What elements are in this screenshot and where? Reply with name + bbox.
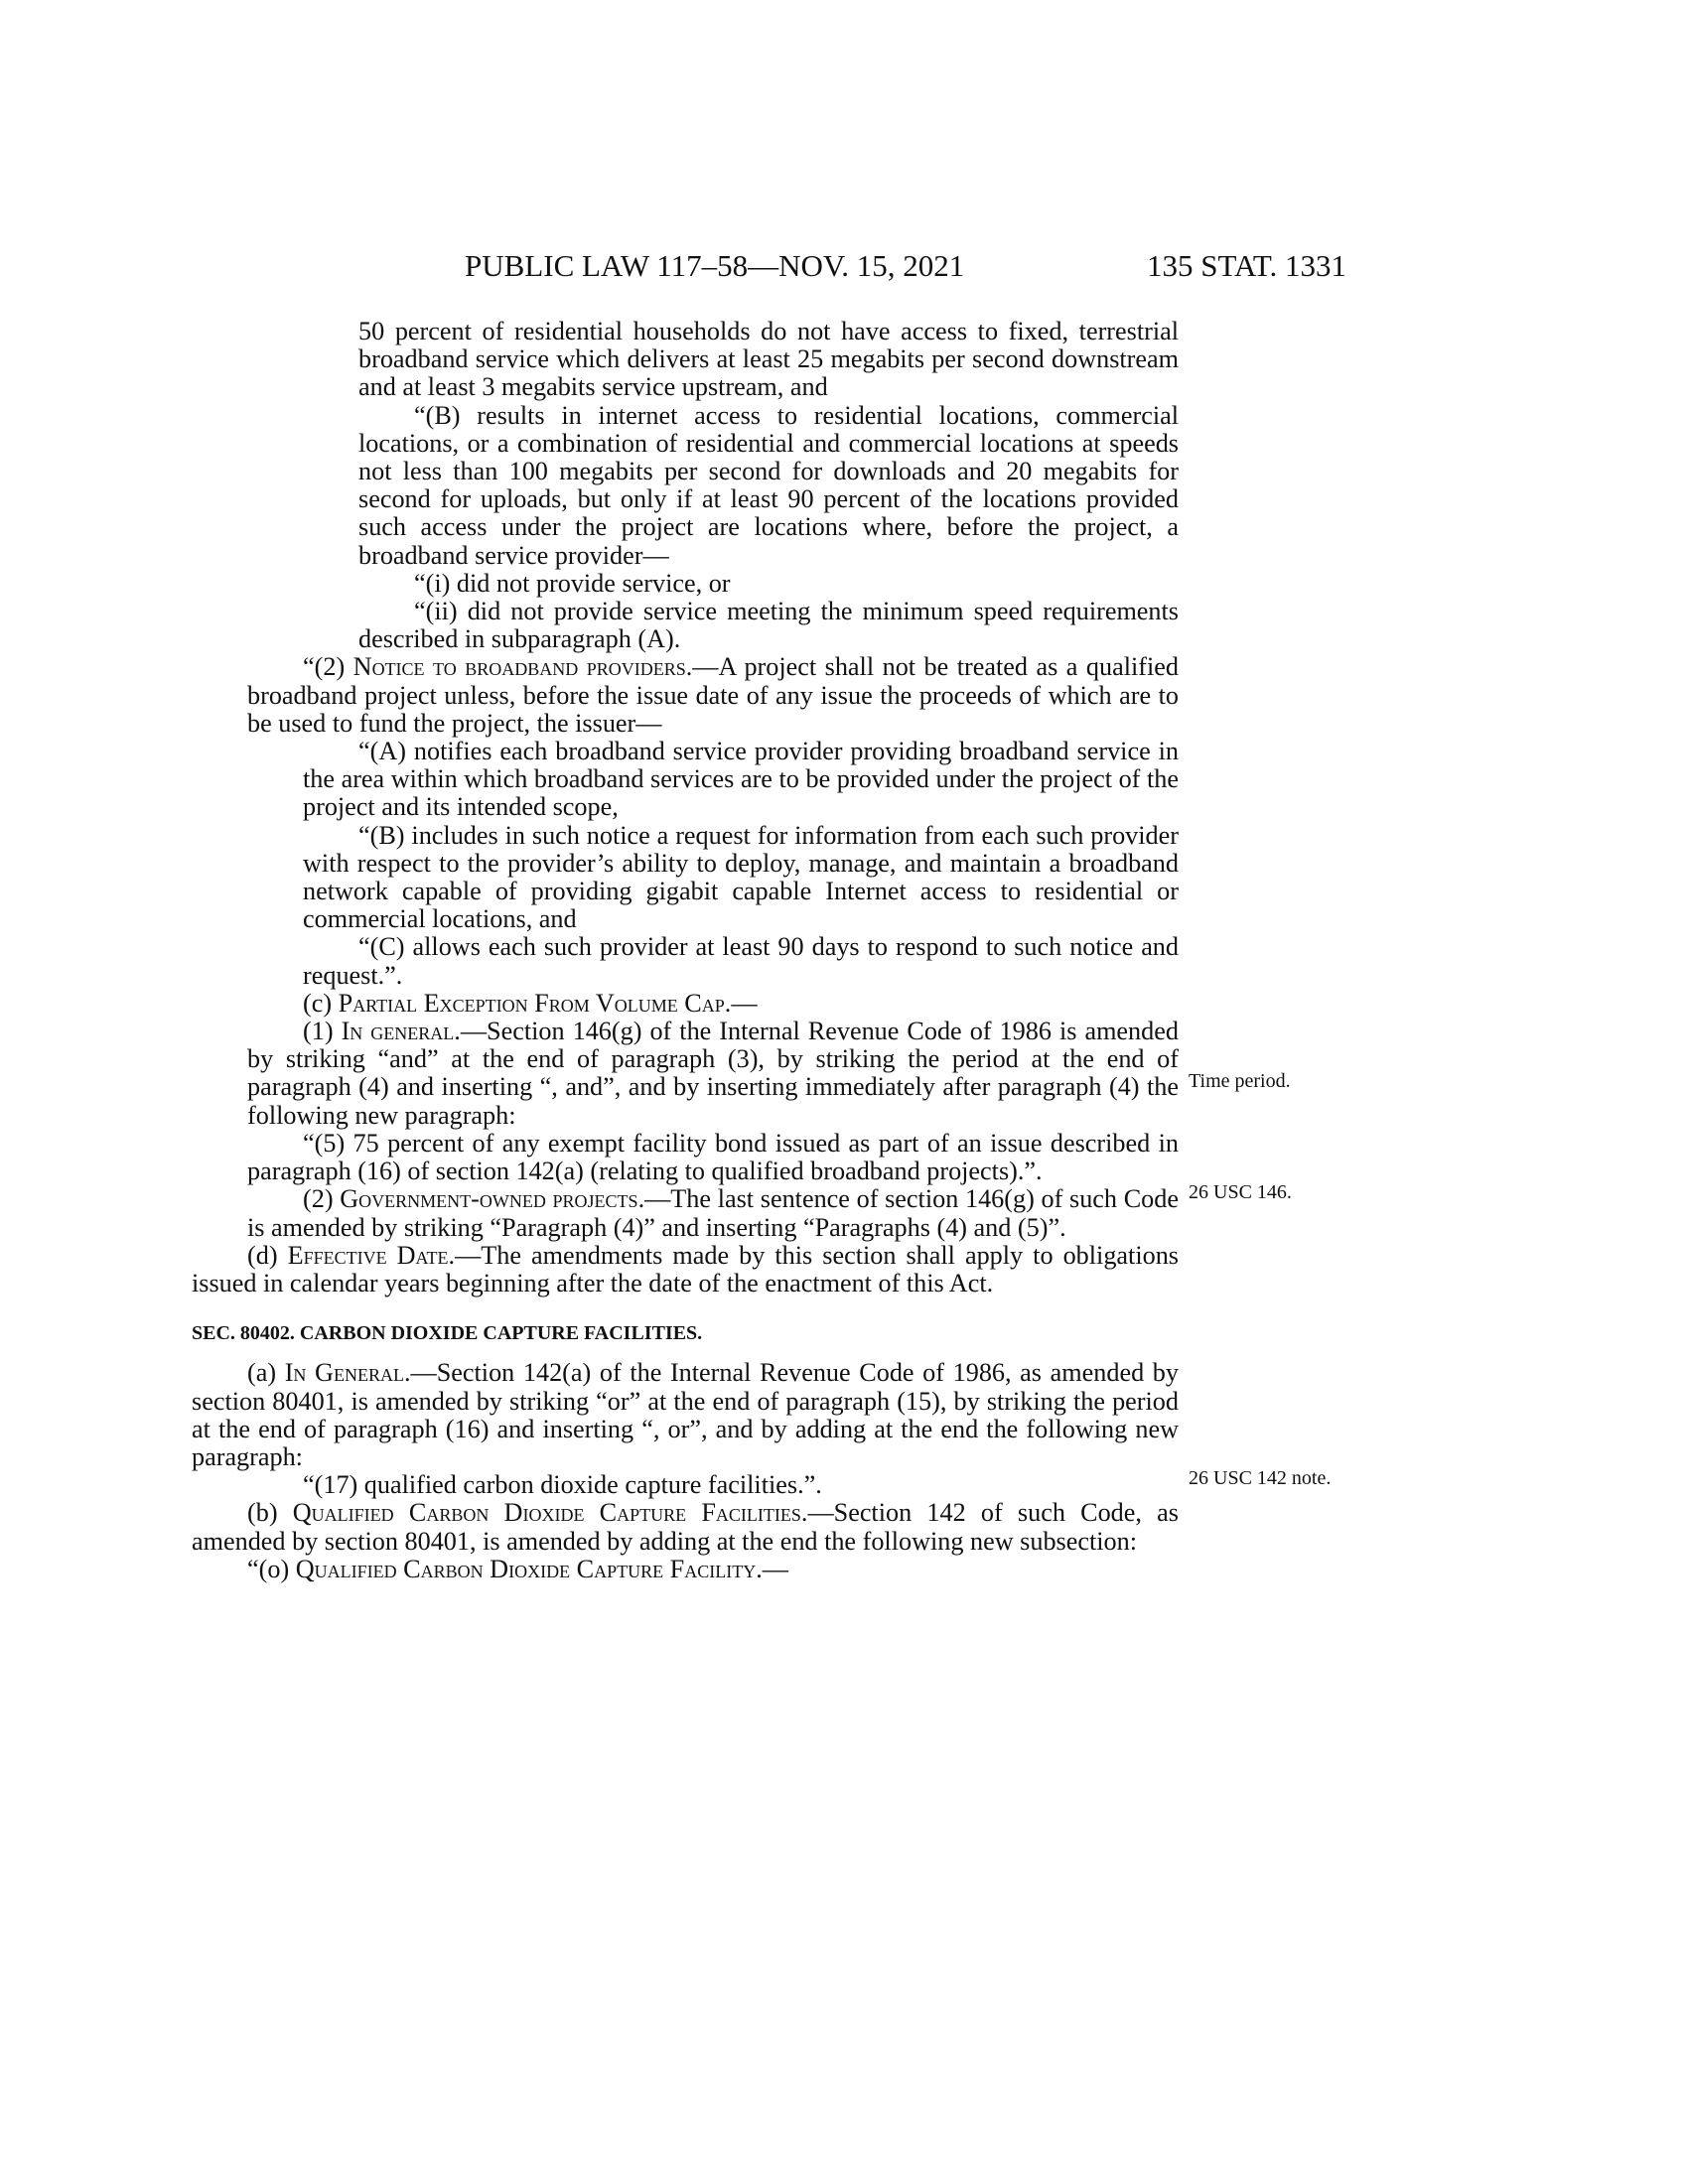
para2-body: .—The last sentence of section 146(g) of such Code is amended by striking “Paragraph (4)” and inserting “Paragraphs (4) and (5)”.: [247, 1184, 1179, 1242]
para1-body: .—Section 146(g) of the Internal Revenue Code of 1986 is amended by striking “and” at the end of paragraph (3), by striking the period at the end of paragraph (4) and inserting “, and”, and by inserting immediately after paragraph (4) the following new paragraph:: [247, 1017, 1179, 1130]
margin-note-26-usc-142-note: 26 USC 142 note.: [1189, 1467, 1332, 1489]
subsection-c: [303, 990, 1179, 1018]
s80402-b-lead: (b): [247, 1498, 293, 1528]
para2-lead: (2): [303, 1184, 341, 1214]
page-header: [0, 248, 1688, 288]
paragraph-5-inserted: “(5) 75 percent of any exempt facility bond issued as part of an issue described in paragraph (16) of section 142(a) (relating to qualified broadband projects).”.: [247, 1128, 1179, 1186]
para2-heading: Government-owned projects: [340, 1184, 638, 1214]
section-80402-a: [192, 1359, 1179, 1471]
subsection-d-effective-date: [192, 1242, 1179, 1297]
subparagraph-b-notice: “(B) includes in such notice a request for information from each such provider with respect to the provider’s ability to deploy, manage, and maintain a broadband network capable of providing gigabit capable Internet access to residential or commercial locations, and: [303, 820, 1179, 934]
subsection-d-heading: Effective Date: [287, 1240, 449, 1270]
subparagraph-b: “(B) results in internet access to residential locations, commercial locations, or a combination of residential and commercial locations at speeds not less than 100 megabits per second for downloads and 20 megabits for second for uploads, but only if at least 90 percent of the locations provided such access under the project are locations where, before the project, a broadband service provider—: [358, 400, 1179, 570]
paragraph-notice-to-providers: [247, 653, 1179, 738]
subsection-c-lead: (c): [303, 988, 339, 1018]
section-80402-b: [192, 1499, 1179, 1555]
subsection-d-body: .—The amendments made by this section shall apply to obligations issued in calendar years beginning after the date of the enactment of this Act.: [192, 1240, 1179, 1297]
margin-note-26-usc-146: 26 USC 146.: [1189, 1181, 1292, 1203]
s80402-a-heading: In General: [284, 1358, 404, 1388]
s80402-a-body: .—Section 142(a) of the Internal Revenue Code of 1986, as amended by section 80401, is amended by striking “or” at the end of paragraph (15), by striking the period at the end of paragraph (16) and inserting “, or”, and by adding at the end the following new paragraph:: [192, 1358, 1179, 1471]
subsection-d-lead: (d): [247, 1240, 288, 1270]
statute-text: [192, 317, 1179, 1583]
notice-body: .—A project shall not be treated as a qualified broadband project unless, before the issue date of any issue the proceeds of which are to be used to fund the project, the issuer—: [247, 652, 1179, 738]
page-header-stat-number: 135 STAT. 1331: [1147, 248, 1347, 283]
notice-lead: “(2): [303, 652, 353, 682]
s80402-b-heading: Qualified Carbon Dioxide Capture Facilities: [292, 1498, 801, 1528]
section-heading: SEC. 80402. CARBON DIOXIDE CAPTURE FACILITIES.: [192, 1322, 703, 1345]
paragraph-2-government-owned: [247, 1185, 1179, 1241]
s80402-a-lead: (a): [247, 1358, 285, 1388]
clause-i: “(i) did not provide service, or: [414, 568, 731, 598]
para1-heading: In general: [341, 1017, 455, 1046]
page-header-title: PUBLIC LAW 117–58—NOV. 15, 2021: [465, 248, 965, 283]
subparagraph-a-notifies: “(A) notifies each broadband service provider providing broadband service in the area within which broadband services are to be provided under the project of the project and its intended scope,: [303, 737, 1179, 822]
margin-note-time-period: Time period.: [1189, 1070, 1291, 1092]
para1-lead: (1): [303, 1017, 342, 1046]
notice-heading: Notice to broadband providers: [352, 652, 686, 682]
subsection-o-heading: Qualified Carbon Dioxide Capture Facility: [295, 1554, 757, 1583]
clause-ii: “(ii) did not provide service meeting the minimum speed requirements described in subparagraph (A).: [358, 597, 1179, 654]
subsection-c-dash: .—: [724, 988, 758, 1018]
subparagraph-c-allows: “(C) allows each such provider at least 90 days to respond to such notice and request.”.: [303, 932, 1179, 990]
subsection-o-dash: .—: [756, 1554, 788, 1583]
paragraph-1-in-general: [247, 1018, 1179, 1130]
subsection-c-heading: Partial Exception From Volume Cap: [338, 988, 725, 1018]
paragraph-continuation: 50 percent of residential households do not have access to fixed, terrestrial broadband service which delivers at least 25 megabits per second downstream and at least 3 megabits service upstream, and: [358, 317, 1179, 402]
subsection-o: [192, 1556, 1179, 1583]
subsection-o-lead: “(o): [247, 1554, 296, 1583]
paragraph-17-inserted: “(17) qualified carbon dioxide capture facilities.”.: [303, 1470, 822, 1500]
s80402-b-body: .—Section 142 of such Code, as amended by section 80401, is amended by adding at the end the following new subsection:: [192, 1498, 1179, 1556]
